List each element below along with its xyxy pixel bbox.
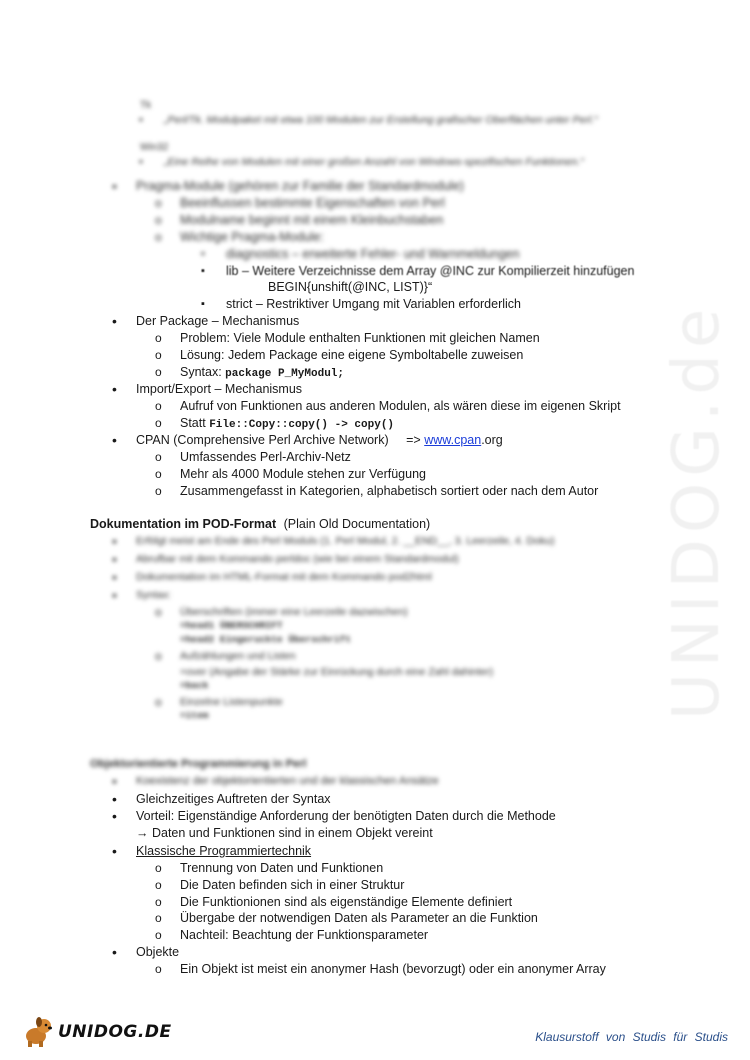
oop-klassisch-3: o Die Funktionionen sind als eigenständige Elemente definiert [180, 894, 512, 910]
import-aufruf: o Aufruf von Funktionen aus anderen Modulen, als wären diese im eigenen Skript [180, 398, 621, 414]
package-problem: o Problem: Viele Module enthalten Funktionen mit gleichen Namen [180, 330, 540, 346]
package-syntax-label: Syntax: [180, 365, 226, 379]
pod-blur-9: =over (Angabe der Stärke zur Einrückung durch eine Zahl dahinter) [180, 666, 494, 678]
oop-objekte-1: o Ein Objekt ist meist ein anonymer Hash (bevorzugt) oder ein anonymer Array [180, 961, 606, 977]
oop-vorteil: • Vorteil: Eigenständige Anforderung der benötigten Daten durch die Methode [136, 808, 556, 824]
cpan-item-1: o Umfassendes Perl-Archiv-Netz [180, 449, 351, 465]
pod-blur-11: o Einzelne Listenpunkte [180, 694, 283, 710]
pod-heading-bold: Dokumentation im POD-Format [90, 517, 277, 531]
oop-klassisch-1: o Trennung von Daten und Funktionen [180, 860, 383, 876]
package-syntax-code: package P_MyModul; [225, 368, 344, 380]
oop-gleichzeitig: • Gleichzeitiges Auftreten der Syntax [136, 791, 331, 807]
cpan-heading-line [136, 432, 503, 448]
package-heading: • Der Package – Mechanismus [136, 313, 299, 329]
pod-heading [90, 516, 430, 532]
pod-blur-8: o Aufzählungen und Listen [180, 648, 296, 664]
oop-blur-1: • Koexistenz der objektorientierten und der klassischen Ansätze [136, 773, 439, 789]
pragma-lib: ▪ lib – Weitere Verzeichnisse dem Array @INC zur Kompilierzeit hinzufügen [226, 263, 634, 279]
pod-blur-1: • Erfölgt meist am Ende des Perl Moduls (1. Perl Modul, 2. __END__, 3. Leerzeile, 4. Doku) [136, 533, 554, 549]
pod-blur-7: =head2 Eingeruckte Überschrift [180, 634, 352, 645]
cpan-link[interactable]: www.cpan [424, 433, 482, 447]
oop-objekte: • Objekte [136, 944, 179, 960]
import-heading: • Import/Export – Mechanismus [136, 381, 302, 397]
pragma-lib-begin: BEGIN{unshift(@INC, LIST)}“ [268, 280, 433, 294]
oop-klassisch-5: o Nachteil: Beachtung der Funktionsparameter [180, 927, 428, 943]
footer-tagline: Klausurstoff von Studis für Studis [535, 1030, 728, 1044]
win32-text: ▪ „Eine Reihe von Modulen mit einer großen Anzahl von Windows-spezifischen Funktionen.“ [164, 154, 584, 170]
oop-klassisch-4: o Übergabe der notwendigen Daten als Parameter an die Funktion [180, 910, 538, 926]
oop-heading: Objektorientierte Programmierung in Perl [90, 758, 307, 770]
tk-label: Tk [140, 100, 152, 111]
import-statt-label: Statt [180, 416, 210, 430]
pod-blur-2: • Abrufbar mit dem Kommando perldoc (wie bei einem Standardmodul) [136, 551, 459, 567]
cpan-arrow: => [406, 433, 421, 447]
pragma-item-3: o Wichtige Pragma-Module: [180, 229, 324, 245]
pragma-item-2: o Modulname beginnt mit einem Kleinbuchstaben [180, 212, 443, 228]
watermark-text: UNIDOG.de [660, 302, 734, 720]
import-statt [180, 415, 394, 433]
logo-text: UNIDOG.DE [58, 1022, 172, 1042]
oop-klassisch: • Klassische Programmiertechnik [136, 843, 311, 859]
tk-text: ▪ „Perl/Tk. Modulpaket mit etwa 100 Modulen zur Erstellung grafischer Oberflächen unter Perl.“ [164, 112, 598, 128]
unidog-logo[interactable] [22, 1014, 172, 1048]
pod-blur-4: • Syntax: [136, 587, 171, 603]
pragma-item-1: o Beeinflussen bestimmte Eigenschaften von Perl [180, 195, 445, 211]
pod-blur-6: =head1 ÜBERSCHRIFT [180, 620, 283, 631]
oop-klassisch-2: o Die Daten befinden sich in einer Struktur [180, 877, 404, 893]
cpan-link-suffix: .org [481, 433, 503, 447]
package-loesung: o Lösung: Jedem Package eine eigene Symboltabelle zuweisen [180, 347, 523, 363]
package-syntax [180, 364, 344, 382]
cpan-item-2: o Mehr als 4000 Module stehen zur Verfügung [180, 466, 426, 482]
pod-blur-12: =item [180, 710, 209, 721]
cpan-heading: CPAN (Comprehensive Perl Archive Network) [136, 433, 389, 447]
pragma-heading: • Pragma-Module (gehören zur Familie der Standardmodule) [136, 178, 464, 194]
oop-vorteil-arrow: → Daten und Funktionen sind in einem Objekt vereint [136, 826, 433, 840]
pod-blur-10: =back [180, 680, 209, 691]
pod-blur-5: o Überschriften (immer eine Leerzeile dazwischen) [180, 604, 408, 620]
pod-blur-3: • Dokumentation im HTML-Format mit dem Kommando pod2html [136, 569, 432, 585]
pod-heading-rest: (Plain Old Documentation) [283, 517, 431, 531]
import-statt-code: File::Copy::copy() -> copy() [209, 419, 395, 431]
pragma-diagnostics: ▪ diagnostics – erweiterte Fehler- und Warnmeldungen [226, 246, 519, 262]
dog-icon [22, 1014, 58, 1048]
cpan-item-3: o Zusammengefasst in Kategorien, alphabetisch sortiert oder nach dem Autor [180, 483, 598, 499]
win32-label: Win32 [140, 142, 169, 153]
pragma-strict: ▪ strict – Restriktiver Umgang mit Variablen erforderlich [226, 296, 521, 312]
